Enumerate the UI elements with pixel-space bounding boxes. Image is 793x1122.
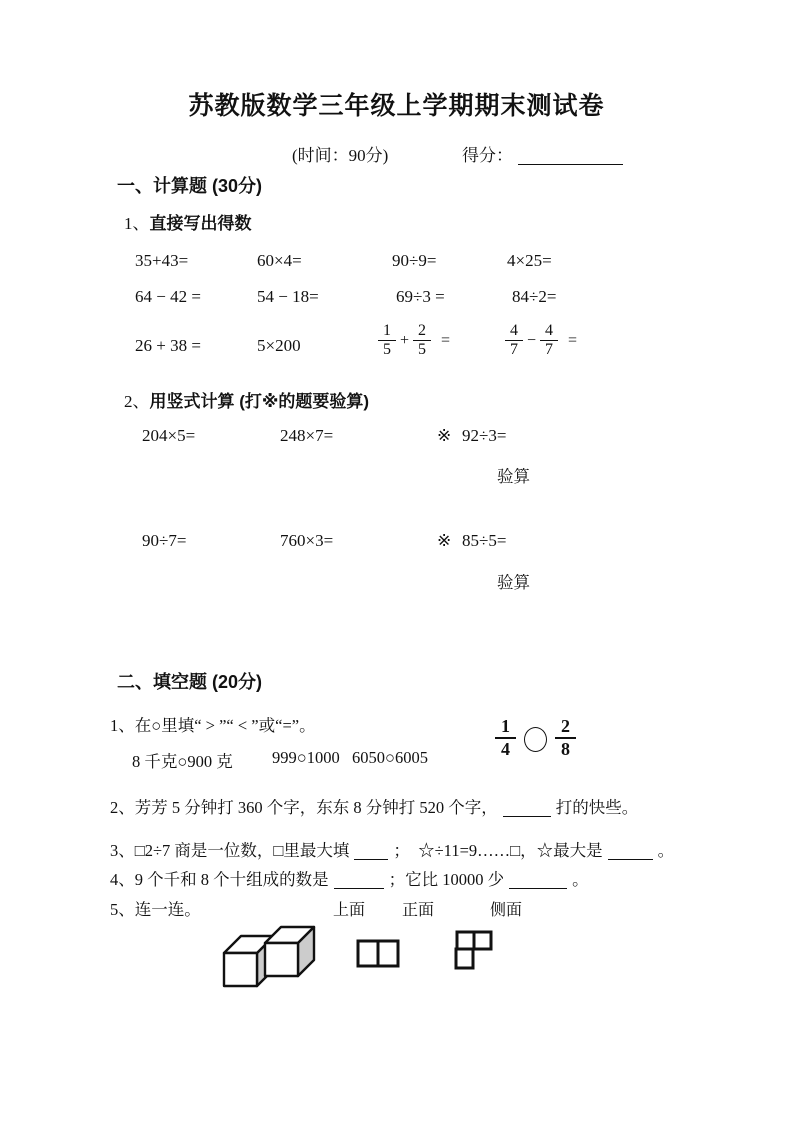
subsection-number: 2、 — [124, 392, 150, 411]
equation: 35+43= — [135, 251, 189, 270]
score-line — [462, 141, 628, 166]
section-2-heading: 二、填空题 (20分) — [117, 672, 263, 692]
equals-sign: = — [441, 331, 451, 349]
answer-blank — [509, 871, 567, 889]
question-text: 芳芳 5 分钟打 360 个字，东东 8 分钟打 520 个字， — [134, 798, 498, 817]
check-mark-symbol: ※ — [437, 426, 452, 445]
fraction: $\frac{4}{7}$ — [540, 322, 558, 360]
fraction-equation — [378, 322, 450, 360]
fraction: $\frac{2}{5}$ — [413, 322, 431, 360]
equation: 204×5= — [142, 426, 196, 445]
equation: 760×3= — [280, 531, 334, 550]
cube-arrangement-figure — [222, 925, 318, 989]
equation: 248×7= — [280, 426, 334, 445]
verification-label: 验算 — [497, 467, 530, 486]
view-label-side: 侧面 — [490, 902, 523, 919]
question-number: 2、 — [110, 798, 135, 817]
question-text: 打的快些。 — [555, 798, 639, 817]
fraction-equation — [505, 322, 577, 360]
question-3 — [110, 837, 674, 861]
equation: 92÷3= — [462, 426, 507, 445]
question-number: 3、 — [110, 841, 135, 860]
question-1 — [110, 712, 316, 736]
question-number: 5、 — [110, 900, 135, 919]
equals-sign: = — [568, 331, 578, 349]
view-label-front: 正面 — [402, 902, 435, 919]
question-number: 1、 — [110, 716, 135, 735]
subsection-number: 1、 — [124, 214, 150, 233]
fraction: $\frac{1}{5}$ — [378, 322, 396, 360]
check-mark-symbol: ※ — [437, 531, 452, 550]
equation: 84÷2= — [512, 287, 557, 306]
view-label-top: 上面 — [333, 902, 366, 919]
equation: 26 + 38 = — [135, 336, 201, 355]
question-text: □2÷7 商是一位数，□里最大填 — [134, 841, 350, 860]
question-text: 连一连。 — [134, 900, 201, 919]
comparison-item: 8 千克○900 克 — [132, 752, 233, 771]
subsection-1-2-heading — [124, 387, 369, 412]
equation: 85÷5= — [462, 531, 507, 550]
l-shape-view-shape — [454, 930, 496, 974]
question-text: ； ☆÷11=9……□，☆最大是 — [393, 841, 603, 860]
question-text: 在○里填“ > ”“ < ”或“=”。 — [134, 716, 316, 735]
equation: 69÷3 = — [396, 287, 445, 306]
equation: 64 − 42 = — [135, 287, 201, 306]
subsection-title: 用竖式计算 (打※的题要验算) — [149, 392, 370, 411]
equation: 4×25= — [507, 251, 552, 270]
question-text: 。 — [657, 841, 675, 860]
two-square-view-shape — [356, 939, 401, 969]
question-2 — [110, 794, 638, 818]
question-5 — [110, 896, 201, 920]
fraction: $\frac{2}{8}$ — [555, 716, 576, 759]
verification-label: 验算 — [497, 573, 530, 592]
subsection-title: 直接写出得数 — [149, 214, 252, 233]
time-limit-label: (时间：90分) — [292, 146, 389, 165]
fraction: $\frac{4}{7}$ — [505, 322, 523, 360]
score-label: 得分： — [462, 146, 513, 165]
answer-blank — [334, 871, 384, 889]
question-text: ；它比 10000 少 — [388, 870, 505, 889]
question-4 — [110, 866, 589, 890]
answer-blank — [503, 799, 551, 817]
question-text: 。 — [572, 870, 589, 889]
comparison-circle — [524, 727, 547, 752]
answer-blank — [608, 842, 653, 860]
comparison-item: 6050○6005 — [352, 748, 428, 767]
equation: 90÷9= — [392, 251, 437, 270]
page-title: 苏教版数学三年级上学期期末测试卷 — [188, 92, 605, 120]
section-1-heading: 一、计算题 (30分) — [117, 176, 263, 196]
subsection-1-1-heading — [124, 209, 252, 234]
score-blank — [518, 147, 623, 165]
operator: − — [527, 331, 537, 349]
equation: 5×200 — [257, 336, 301, 355]
fraction-comparison — [495, 716, 576, 759]
equation: 90÷7= — [142, 531, 187, 550]
equation: 60×4= — [257, 251, 302, 270]
question-number: 4、 — [110, 870, 135, 889]
operator: + — [400, 331, 410, 349]
comparison-item: 999○1000 — [272, 748, 340, 767]
question-text: 9 个千和 8 个十组成的数是 — [134, 870, 329, 889]
answer-blank — [354, 842, 388, 860]
equation: 54 − 18= — [257, 287, 319, 306]
fraction: $\frac{1}{4}$ — [495, 716, 516, 759]
